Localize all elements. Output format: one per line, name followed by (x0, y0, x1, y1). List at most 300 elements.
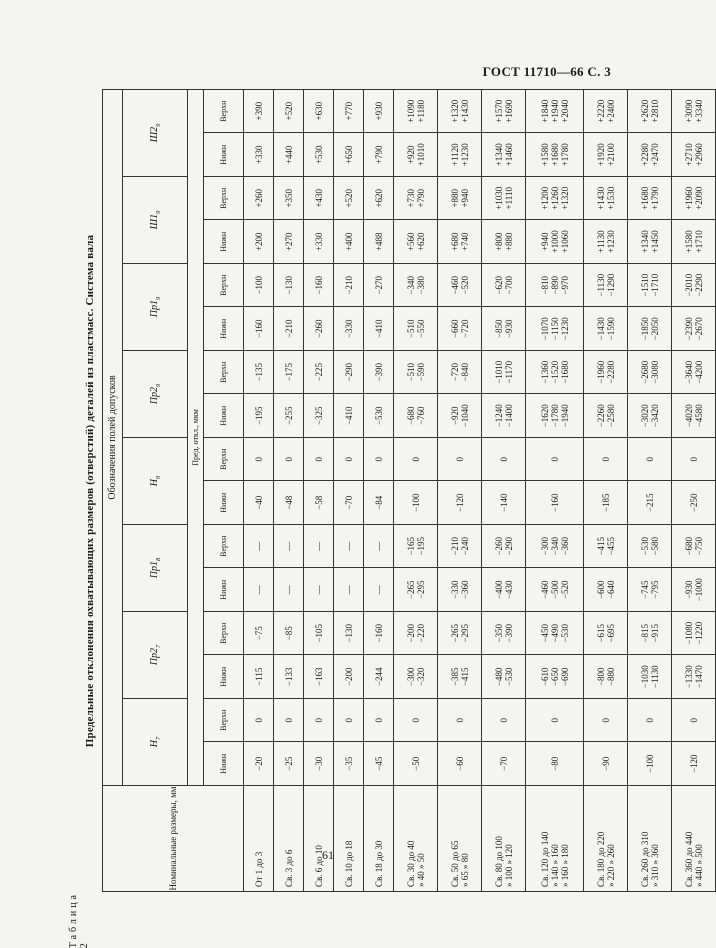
deviation-value: +1430 (595, 186, 606, 210)
deviation-cell (482, 394, 526, 438)
deviation-value: −260 (313, 319, 324, 339)
deviation-cell (672, 525, 716, 569)
deviation-value: 0 (313, 457, 324, 462)
table-body (244, 89, 716, 891)
deviation-cell (482, 742, 526, 786)
table-row (438, 89, 482, 891)
deviation-cell (274, 438, 304, 482)
deviation-cell (482, 568, 526, 612)
deviation-value: −120 (688, 754, 699, 774)
nominal-size-cell (394, 786, 438, 892)
deviation-cell (244, 438, 274, 482)
deviation-cell (482, 177, 526, 221)
deviation-cell (394, 89, 438, 133)
deviation-value: −58 (313, 495, 324, 510)
deviation-cell (438, 351, 482, 395)
deviation-cell (394, 394, 438, 438)
field-subscript: 9 (155, 475, 163, 480)
deviation-value: +1920 (595, 143, 606, 167)
deviation-value: +1790 (649, 186, 660, 210)
deviation-cell (628, 699, 672, 743)
deviation-cell (364, 655, 394, 699)
deviation-cell (394, 438, 438, 482)
deviation-cell (672, 568, 716, 612)
deviation-value: −1780 (549, 404, 560, 428)
deviation-value: −1070 (539, 317, 550, 341)
deviation-value: −360 (559, 536, 570, 556)
deviation-cell (304, 481, 334, 525)
deviation-value: −915 (649, 623, 660, 643)
deviation-cell (274, 655, 304, 699)
deviation-value: −140 (498, 493, 509, 513)
deviation-cell (482, 699, 526, 743)
deviation-value: −480 (493, 667, 504, 687)
deviation-value: −215 (644, 493, 655, 513)
deviation-value: +2280 (639, 143, 650, 167)
deviation-value: +1580 (539, 143, 550, 167)
deviation-value: +790 (415, 188, 426, 208)
deviation-value: — (283, 541, 294, 551)
deviation-value: −520 (559, 580, 570, 600)
table-row (482, 89, 526, 891)
deviation-value: +1260 (549, 186, 560, 210)
deviation-value: +1780 (559, 143, 570, 167)
deviation-cell (364, 438, 394, 482)
deviation-value: −2580 (605, 404, 616, 428)
deviation-value: −455 (605, 536, 616, 556)
nominal-size-line: Св. 3 до 6 (283, 849, 294, 887)
deviation-cell (438, 133, 482, 177)
deviation-cell (438, 655, 482, 699)
deviation-value: +530 (313, 145, 324, 165)
nominal-size-line: » 440 » 500 (693, 844, 704, 887)
deviation-value: −810 (539, 275, 550, 295)
deviation-cell (482, 133, 526, 177)
deviation-value: −163 (313, 667, 324, 687)
deviation-value: +880 (449, 188, 460, 208)
deviation-value: −2680 (639, 360, 650, 384)
deviation-cell (304, 699, 334, 743)
deviation-value: −60 (454, 756, 465, 771)
deviation-cell (334, 264, 364, 308)
deviation-cell (364, 612, 394, 656)
field-name: Пр1 (149, 300, 161, 318)
deviation-value: −35 (343, 756, 354, 771)
deviation-cell (244, 481, 274, 525)
deviation-cell (364, 699, 394, 743)
deviation-value: −133 (283, 667, 294, 687)
deviation-value: −680 (683, 536, 694, 556)
deviation-value: −4200 (693, 360, 704, 384)
deviation-value: −850 (493, 319, 504, 339)
deviation-value: −640 (605, 580, 616, 600)
deviation-value: 0 (454, 457, 465, 462)
nominal-size-line: » 100 » 120 (503, 844, 514, 887)
upper-deviation-header: Верхн (203, 525, 243, 569)
deviation-value: 0 (644, 718, 655, 723)
deviation-value: 0 (253, 718, 264, 723)
deviation-value: −1430 (595, 317, 606, 341)
deviation-cell (274, 351, 304, 395)
deviation-value: −45 (373, 756, 384, 771)
header-row-group (103, 89, 123, 891)
deviation-value: −410 (343, 406, 354, 426)
upper-deviation-header: Верхн (203, 438, 243, 482)
deviation-value: −510 (405, 319, 416, 339)
upper-deviation-header: Верхн (203, 351, 243, 395)
deviation-cell (394, 481, 438, 525)
deviation-value: +1460 (503, 143, 514, 167)
table-row (244, 89, 274, 891)
deviation-value: −130 (343, 623, 354, 643)
deviation-value: −490 (549, 623, 560, 643)
deviation-value: +880 (503, 232, 514, 252)
page-number: 61 (322, 848, 334, 862)
deviation-cell (526, 177, 584, 221)
deviation-value: −390 (373, 362, 384, 382)
field-name: Ш2 (149, 126, 161, 143)
nominal-size-line: Св. 360 до 440 (683, 831, 694, 887)
deviation-value: 0 (343, 718, 354, 723)
deviation-value: −795 (649, 580, 660, 600)
deviation-value: −390 (503, 623, 514, 643)
deviation-cell (628, 264, 672, 308)
deviation-cell (244, 394, 274, 438)
deviation-cell (364, 525, 394, 569)
field-subscript: 7 (155, 644, 163, 649)
deviation-value: −160 (373, 623, 384, 643)
table-caption: Предельные отклонения охватывающих размеров (отверстий) деталей из пластмасс. Система вала (84, 234, 96, 748)
deviation-cell (304, 133, 334, 177)
deviation-value: +680 (449, 232, 460, 252)
deviation-value: +390 (253, 101, 264, 121)
deviation-value: 0 (688, 718, 699, 723)
deviation-cell (584, 481, 628, 525)
deviation-value: −410 (373, 319, 384, 339)
deviation-value: −340 (405, 275, 416, 295)
deviation-value: −1400 (503, 404, 514, 428)
deviation-value: −70 (343, 495, 354, 510)
deviation-cell (526, 612, 584, 656)
deviation-cell (628, 612, 672, 656)
deviation-cell (364, 177, 394, 221)
deviation-cell (334, 351, 364, 395)
deviation-cell (672, 438, 716, 482)
deviation-cell (244, 133, 274, 177)
deviation-value: +940 (459, 188, 470, 208)
deviation-value: +620 (415, 232, 426, 252)
deviation-cell (394, 525, 438, 569)
deviation-value: −680 (405, 406, 416, 426)
deviation-value: −1220 (693, 621, 704, 645)
field-name: Н (149, 740, 161, 748)
deviation-cell (394, 568, 438, 612)
deviation-value: −165 (405, 536, 416, 556)
deviation-value: −20 (253, 756, 264, 771)
table-row (394, 89, 438, 891)
deviation-cell (672, 220, 716, 264)
nominal-size-line: Св. 10 до 18 (343, 840, 354, 887)
deviation-value: −1150 (549, 317, 560, 341)
deviation-cell (584, 742, 628, 786)
deviation-value: −660 (449, 319, 460, 339)
nominal-size-cell (334, 786, 364, 892)
deviation-value: +2090 (693, 186, 704, 210)
deviation-cell (274, 742, 304, 786)
deviation-value: +730 (405, 188, 416, 208)
deviation-cell (394, 133, 438, 177)
deviation-value: +1030 (493, 186, 504, 210)
deviation-value: −450 (539, 623, 550, 643)
deviation-cell (438, 394, 482, 438)
deviation-cell (334, 220, 364, 264)
deviation-cell (304, 264, 334, 308)
deviation-cell (244, 525, 274, 569)
table-row (628, 89, 672, 891)
deviation-value: −1360 (539, 360, 550, 384)
fields-group-header: Обозначения полей допусков (103, 89, 123, 785)
deviation-value: +1680 (549, 143, 560, 167)
deviation-cell (304, 89, 334, 133)
nominal-size-cell (364, 786, 394, 892)
deviation-value: −650 (549, 667, 560, 687)
deviation-table (102, 89, 716, 892)
deviation-value: — (373, 585, 384, 595)
nominal-size-line: Св. 80 до 100 (493, 836, 504, 887)
deviation-value: −255 (283, 406, 294, 426)
deviations-header: Пред. откл., мкм (188, 89, 204, 785)
nominal-size-line: » 220 » 260 (605, 844, 616, 887)
deviation-value: +1110 (503, 187, 514, 210)
deviation-value: −3020 (639, 404, 650, 428)
deviation-cell (438, 612, 482, 656)
deviation-cell (244, 89, 274, 133)
deviation-cell (274, 133, 304, 177)
deviation-value: −1510 (639, 273, 650, 297)
nominal-size-line: От 1 до 3 (253, 851, 264, 887)
field-subscript: 9 (155, 383, 163, 388)
deviation-cell (438, 742, 482, 786)
field-subscript: 9 (155, 210, 163, 214)
deviation-value: 0 (688, 457, 699, 462)
deviation-value: −160 (253, 319, 264, 339)
deviation-cell (628, 481, 672, 525)
table-row (334, 89, 364, 891)
deviation-cell (628, 351, 672, 395)
deviation-cell (334, 89, 364, 133)
deviation-value: −100 (253, 275, 264, 295)
deviation-value: −430 (503, 580, 514, 600)
deviation-value: −1000 (693, 578, 704, 602)
deviation-value: +330 (313, 232, 324, 252)
nominal-size-line: Св. 18 до 30 (373, 840, 384, 887)
deviation-value: −720 (459, 319, 470, 339)
deviation-cell (364, 568, 394, 612)
deviation-value: −195 (253, 406, 264, 426)
deviation-cell (628, 568, 672, 612)
deviation-value: +1340 (639, 230, 650, 254)
deviation-cell (438, 481, 482, 525)
deviation-cell (672, 394, 716, 438)
field-name: Н (149, 479, 161, 487)
deviation-cell (526, 133, 584, 177)
deviation-value: −4580 (693, 404, 704, 428)
nominal-size-cell (482, 786, 526, 892)
deviation-value: 0 (343, 457, 354, 462)
deviation-cell (482, 264, 526, 308)
deviation-cell (304, 307, 334, 351)
table-label: Таблица 2 (68, 892, 90, 948)
deviation-value: −195 (415, 536, 426, 556)
deviation-cell (304, 351, 334, 395)
deviation-cell (364, 481, 394, 525)
nominal-size-cell (274, 786, 304, 892)
deviation-value: +1960 (683, 186, 694, 210)
deviation-value: −290 (343, 362, 354, 382)
deviation-cell (334, 612, 364, 656)
deviation-value: +2620 (639, 99, 650, 123)
deviation-cell (394, 177, 438, 221)
deviation-value: +2040 (559, 99, 570, 123)
field-name: Ш1 (149, 213, 161, 230)
deviation-cell (628, 525, 672, 569)
nominal-size-line: » 40 » 50 (415, 853, 426, 887)
deviation-cell (584, 568, 628, 612)
deviation-value: — (253, 585, 264, 595)
deviation-cell (334, 568, 364, 612)
deviation-cell (526, 568, 584, 612)
deviation-value: +2470 (649, 143, 660, 167)
deviation-cell (584, 177, 628, 221)
nominal-size-cell (672, 786, 716, 892)
deviation-value: −1680 (559, 360, 570, 384)
deviation-cell (482, 220, 526, 264)
deviation-cell (244, 612, 274, 656)
deviation-value: 0 (313, 718, 324, 723)
deviation-value: 0 (454, 718, 465, 723)
deviation-cell (628, 742, 672, 786)
deviation-cell (584, 394, 628, 438)
deviation-value: — (253, 541, 264, 551)
field-subscript: 7 (155, 736, 163, 741)
deviation-value: +520 (283, 101, 294, 121)
deviation-value: −75 (253, 626, 264, 641)
deviation-cell (672, 133, 716, 177)
deviation-value: +800 (493, 232, 504, 252)
deviation-value: +1060 (559, 230, 570, 254)
deviation-value: −1940 (559, 404, 570, 428)
deviation-cell (526, 394, 584, 438)
deviation-value: −400 (493, 580, 504, 600)
field-header-5 (122, 264, 187, 351)
deviation-value: +650 (343, 145, 354, 165)
nominal-size-line: Св. 120 до 140 (539, 831, 550, 887)
deviation-value: +1530 (605, 186, 616, 210)
deviation-value: −520 (459, 275, 470, 295)
deviation-value: +430 (313, 188, 324, 208)
nominal-size-line: » 310 » 360 (649, 844, 660, 887)
deviation-value: −615 (595, 623, 606, 643)
deviation-value: — (283, 585, 294, 595)
deviation-value: +1450 (649, 230, 660, 254)
deviation-cell (334, 438, 364, 482)
deviation-value: +920 (405, 145, 416, 165)
field-header-3 (122, 438, 187, 525)
deviation-cell (334, 481, 364, 525)
nominal-size-line: Св. 30 до 40 (405, 840, 416, 887)
deviation-cell (244, 307, 274, 351)
deviation-cell (334, 394, 364, 438)
deviation-value: −2390 (683, 317, 694, 341)
field-name: Пр2 (149, 648, 161, 666)
lower-deviation-header: Нижн (203, 655, 243, 699)
deviation-value: — (343, 541, 354, 551)
deviation-value: +2810 (649, 99, 660, 123)
deviation-value: −530 (639, 536, 650, 556)
deviation-value: −320 (415, 667, 426, 687)
deviation-value: −270 (373, 275, 384, 295)
deviation-value: −50 (410, 756, 421, 771)
deviation-cell (628, 220, 672, 264)
deviation-cell (526, 481, 584, 525)
deviation-cell (334, 655, 364, 699)
lower-deviation-header: Нижн (203, 133, 243, 177)
lower-deviation-header: Нижн (203, 568, 243, 612)
deviation-cell (394, 742, 438, 786)
deviation-cell (304, 220, 334, 264)
deviation-cell (438, 568, 482, 612)
deviation-value: −1330 (683, 665, 694, 689)
deviation-value: 0 (498, 718, 509, 723)
deviation-value: −85 (283, 626, 294, 641)
deviation-cell (274, 568, 304, 612)
upper-deviation-header: Верхн (203, 612, 243, 656)
deviation-value: +770 (343, 101, 354, 121)
deviation-cell (672, 307, 716, 351)
deviation-cell (584, 525, 628, 569)
deviation-value: +620 (373, 188, 384, 208)
deviation-value: −2010 (683, 273, 694, 297)
upper-deviation-header: Верхн (203, 699, 243, 743)
deviation-cell (482, 525, 526, 569)
deviation-value: +1580 (683, 230, 694, 254)
deviation-value: 0 (373, 718, 384, 723)
deviation-cell (584, 699, 628, 743)
deviation-cell (364, 89, 394, 133)
deviation-value: −2050 (649, 317, 660, 341)
lower-deviation-header: Нижн (203, 220, 243, 264)
deviation-cell (438, 264, 482, 308)
deviation-value: +2710 (683, 143, 694, 167)
deviation-cell (438, 699, 482, 743)
deviation-value: +1010 (415, 143, 426, 167)
nominal-size-cell (526, 786, 584, 892)
nominal-size-line: » 140 » 160 (549, 844, 560, 887)
deviation-value: +740 (459, 232, 470, 252)
deviation-cell (584, 89, 628, 133)
deviation-value: −930 (503, 319, 514, 339)
deviation-cell (394, 612, 438, 656)
deviation-cell (438, 438, 482, 482)
deviation-value: +520 (343, 188, 354, 208)
deviation-value: +2400 (605, 99, 616, 123)
table-row (304, 89, 334, 891)
deviation-cell (482, 89, 526, 133)
deviation-cell (394, 655, 438, 699)
deviation-cell (334, 307, 364, 351)
field-header-2 (122, 525, 187, 612)
deviation-value: +1230 (459, 143, 470, 167)
